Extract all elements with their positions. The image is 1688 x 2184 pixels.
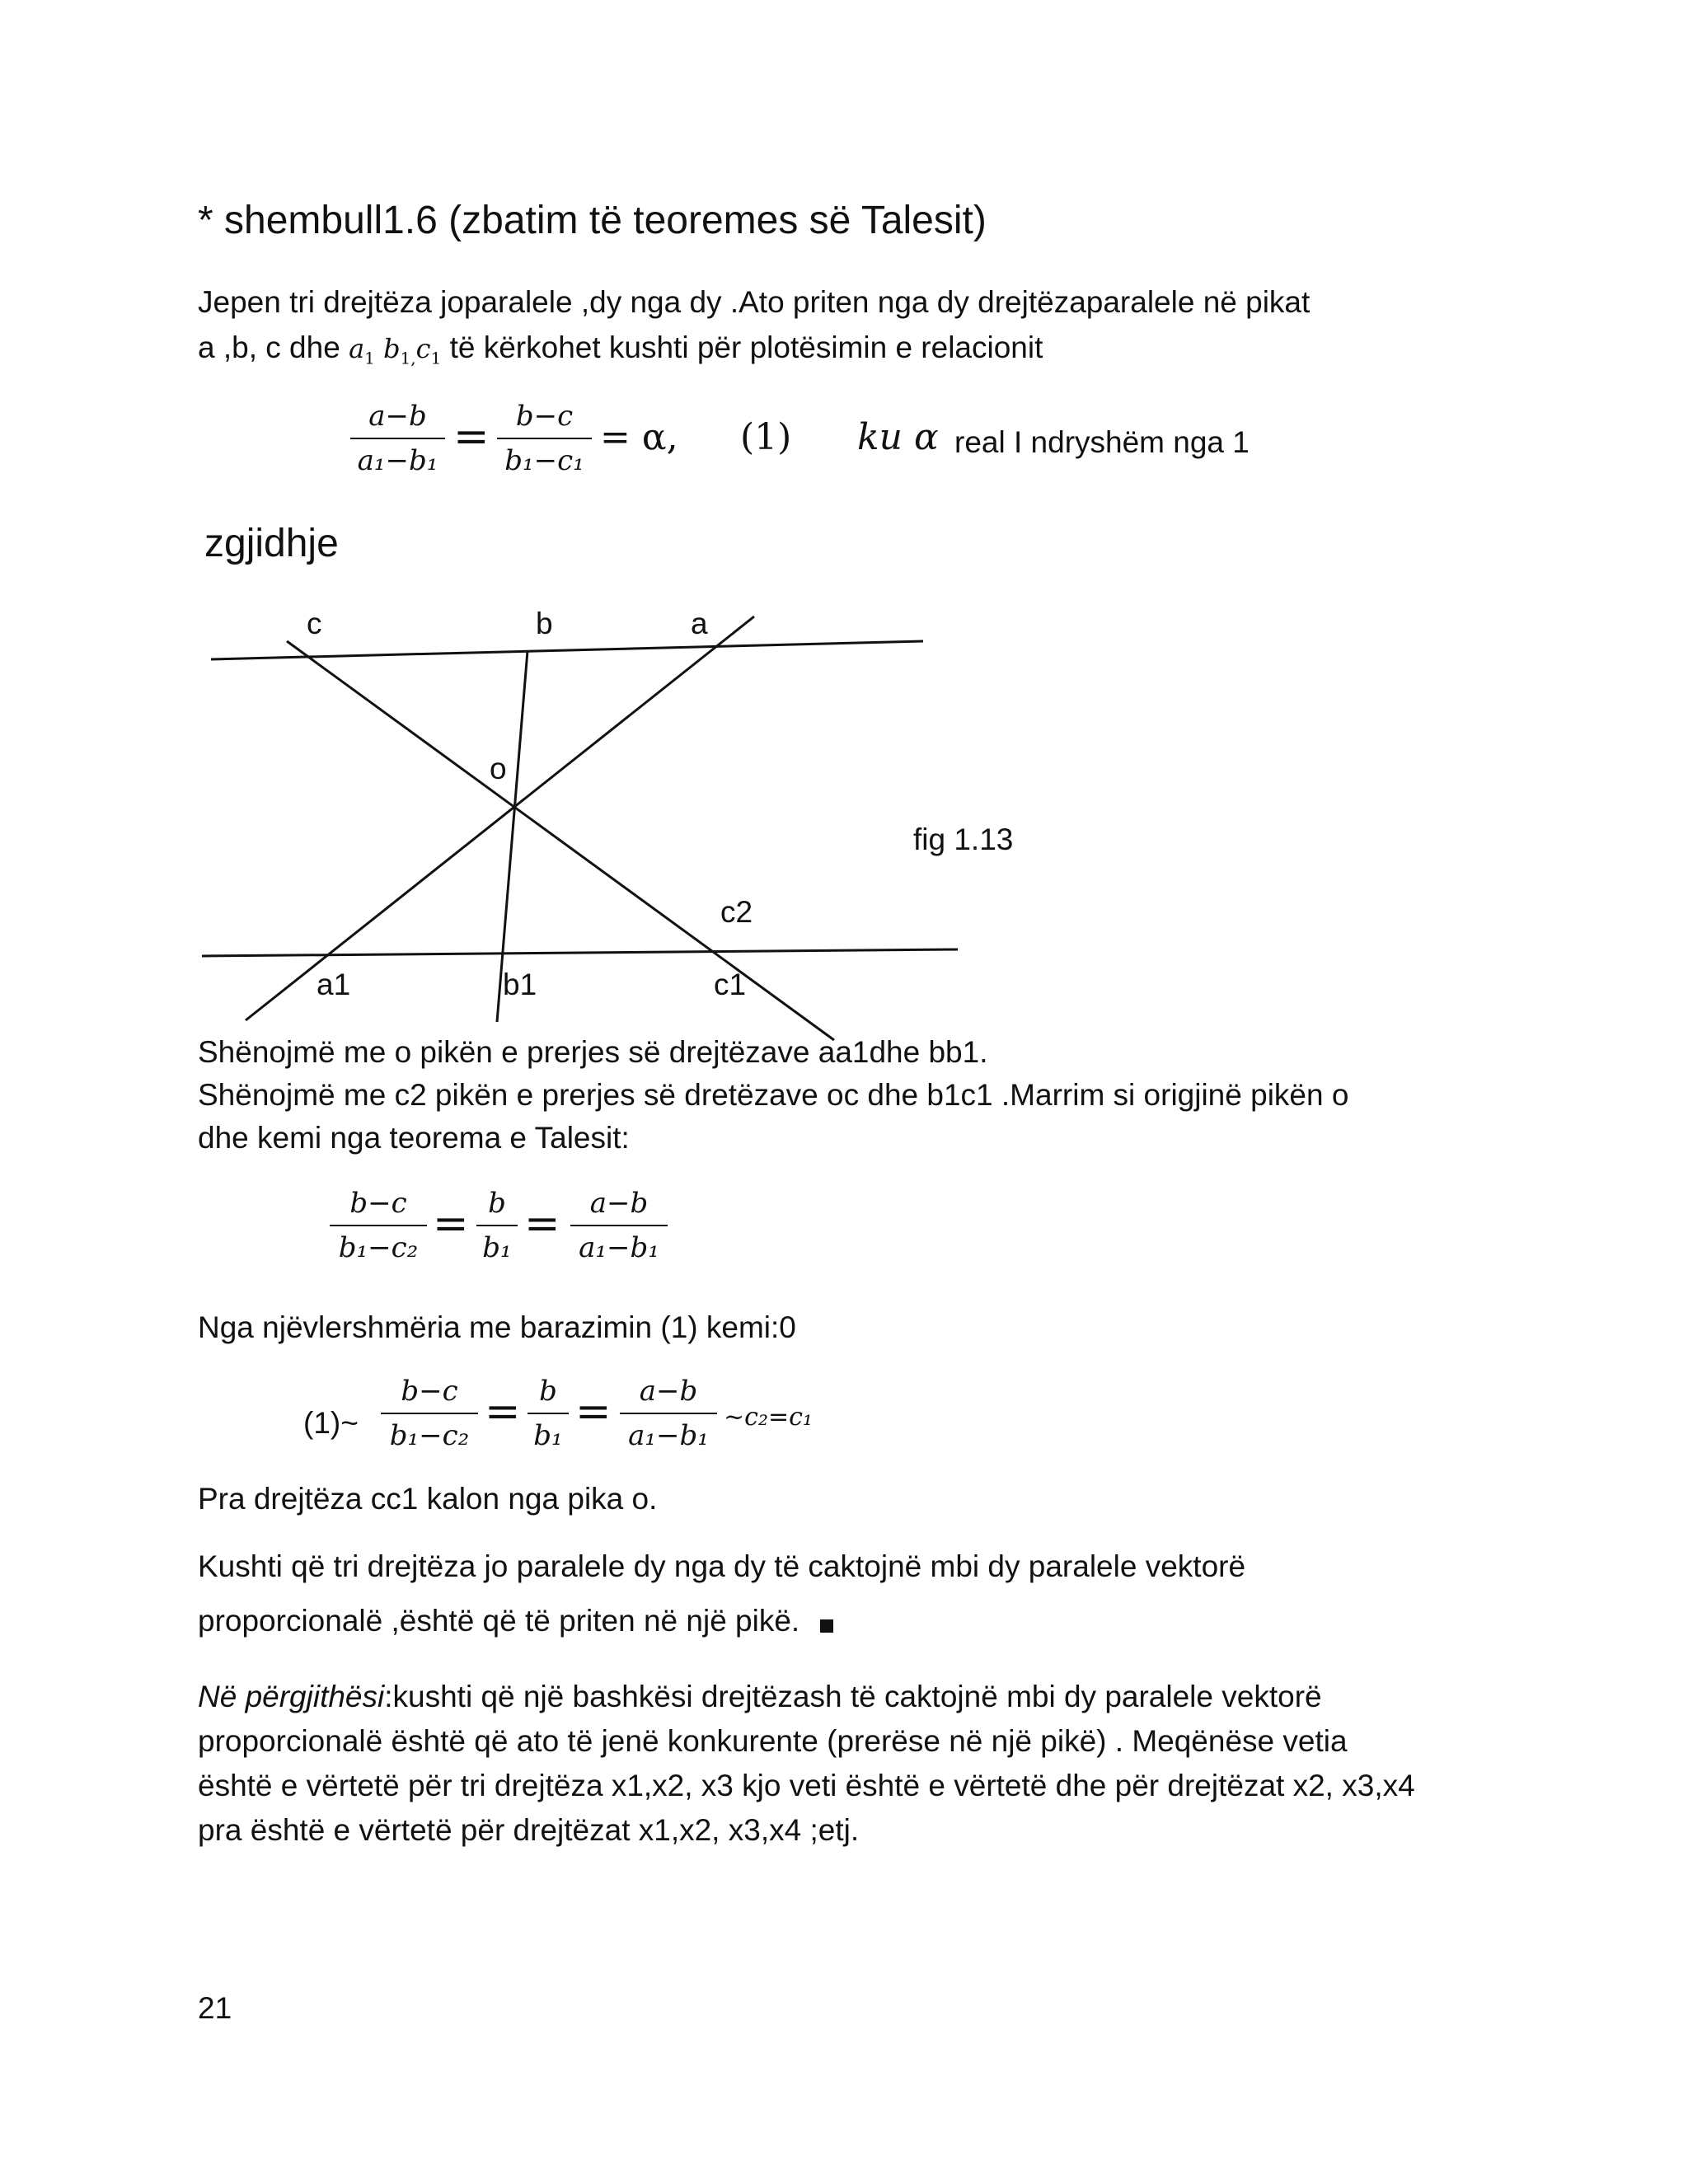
eq2-f2-denominator: b₁ [482, 1231, 512, 1264]
para5-line-2-text: proporcionalë ,është që të priten në një pikë. [198, 1604, 800, 1638]
label-a1: a1 [316, 968, 351, 1001]
eq1-f1-denominator: a₁−b₁ [357, 444, 438, 477]
label-b1: b1 [503, 968, 537, 1001]
eq3-f3-numerator: a−b [639, 1375, 698, 1408]
eq1-tag: (1) [740, 416, 792, 458]
label-o: o [490, 752, 507, 785]
para6-line-4: pra është e vërtetë për drejtëzat x1,x2, x3,x4 ;etj. [198, 1813, 860, 1847]
eq1-f2-numerator: b−c [515, 400, 574, 433]
para6-lead: Në përgjithësi [198, 1680, 385, 1713]
para6-line-1-text: :kushti që një bashkësi drejtëzash të caktojnë mbi dy paralele vektorë [384, 1680, 1322, 1713]
eq3-fraction-1 [381, 1375, 478, 1452]
line-b-b1 [497, 651, 528, 1022]
intro-line-2-post: të kërkohet kushti për plotësimin e relacionit [449, 330, 1043, 364]
eq1-ku-alpha: ku α [857, 416, 939, 458]
eq2-f1-numerator: b−c [349, 1187, 407, 1220]
label-b: b [536, 607, 553, 640]
eq3-f2-numerator: b [539, 1375, 557, 1408]
solution-heading: zgjidhje [204, 522, 339, 565]
top-parallel-line [211, 641, 923, 659]
eq3-f1-denominator: b₁−c₂ [389, 1419, 470, 1452]
eq1-f1-numerator: a−b [368, 400, 427, 433]
label-c: c [307, 607, 322, 640]
line-a-a1 [246, 616, 754, 1020]
label-a: a [691, 607, 708, 640]
para3: Nga njëvlershmëria me barazimin (1) kemi:0 [198, 1310, 796, 1344]
line-c-c1 [287, 641, 834, 1040]
intro-math-points: $a_1$ $b_{1,}c_1$ [349, 333, 442, 368]
eq3-prefix: (1)~ [303, 1406, 359, 1440]
label-c2: c2 [720, 895, 753, 929]
eq2-equals-2: = [524, 1199, 560, 1249]
eq3-fraction-3 [620, 1375, 717, 1452]
eq3-fraction-2 [528, 1375, 569, 1452]
page-title: * shembull1.6 (zbatim të teoremes së Talesit) [198, 199, 987, 242]
para5-line-1: Kushti që tri drejtëza jo paralele dy nga dy të caktojnë mbi dy paralele vektorë [198, 1549, 1246, 1583]
eq2-f1-denominator: b₁−c₂ [338, 1231, 419, 1264]
eq3-equals-1: = [485, 1387, 521, 1436]
para6-line-3: është e vërtetë për tri drejtëza x1,x2, x3 kjo veti është e vërtetë dhe për drejtëzat x2, x3,x4 [198, 1769, 1415, 1802]
eq1-equals-1: = [453, 412, 490, 462]
para6-line-2: proporcionalë është që ato të jenë konkurente (prerëse në një pikë) . Meqënëse vetia [198, 1724, 1348, 1758]
eq3-equals-2: = [575, 1387, 612, 1436]
eq3-f3-denominator: a₁−b₁ [628, 1419, 709, 1452]
para2-line-3: dhe kemi nga teorema e Talesit: [198, 1121, 630, 1155]
para5-line-2 [198, 1605, 833, 1636]
para2-line-1: Shënojmë me o pikën e prerjes së drejtëzave aa1dhe bb1. [198, 1035, 988, 1069]
eq1-rhs: = α, [600, 416, 678, 458]
eq3-suffix: ~c₂=c₁ [724, 1403, 813, 1432]
figure-caption: fig 1.13 [913, 823, 1014, 856]
eq3-f2-denominator: b₁ [533, 1419, 563, 1452]
para2-line-2: Shënojmë me c2 pikën e prerjes së dretëzave oc dhe b1c1 .Marrim si origjinë pikën o [198, 1078, 1349, 1112]
end-of-proof-square-icon [820, 1619, 833, 1633]
label-c1: c1 [714, 968, 747, 1001]
eq2-fraction-2 [476, 1187, 518, 1264]
intro-line-1: Jepen tri drejtëza joparalele ,dy nga dy .Ato priten nga dy drejtëzaparalele në pikat [198, 285, 1311, 319]
para4: Pra drejtëza cc1 kalon nga pika o. [198, 1482, 658, 1516]
eq2-equals-1: = [433, 1199, 469, 1249]
eq2-f2-numerator: b [488, 1187, 506, 1220]
para6-line-1 [198, 1681, 1322, 1712]
bottom-parallel-line [202, 949, 958, 956]
eq2-fraction-3 [570, 1187, 668, 1264]
page-number: 21 [198, 1991, 232, 2025]
intro-line-2-pre: a ,b, c dhe [198, 330, 340, 364]
eq1-f2-denominator: b₁−c₁ [504, 444, 584, 477]
eq2-f3-numerator: a−b [589, 1187, 649, 1220]
eq2-fraction-1 [330, 1187, 427, 1264]
eq3-f1-numerator: b−c [401, 1375, 458, 1408]
eq1-note: real I ndryshëm nga 1 [954, 425, 1250, 459]
eq2-f3-denominator: a₁−b₁ [579, 1231, 659, 1264]
